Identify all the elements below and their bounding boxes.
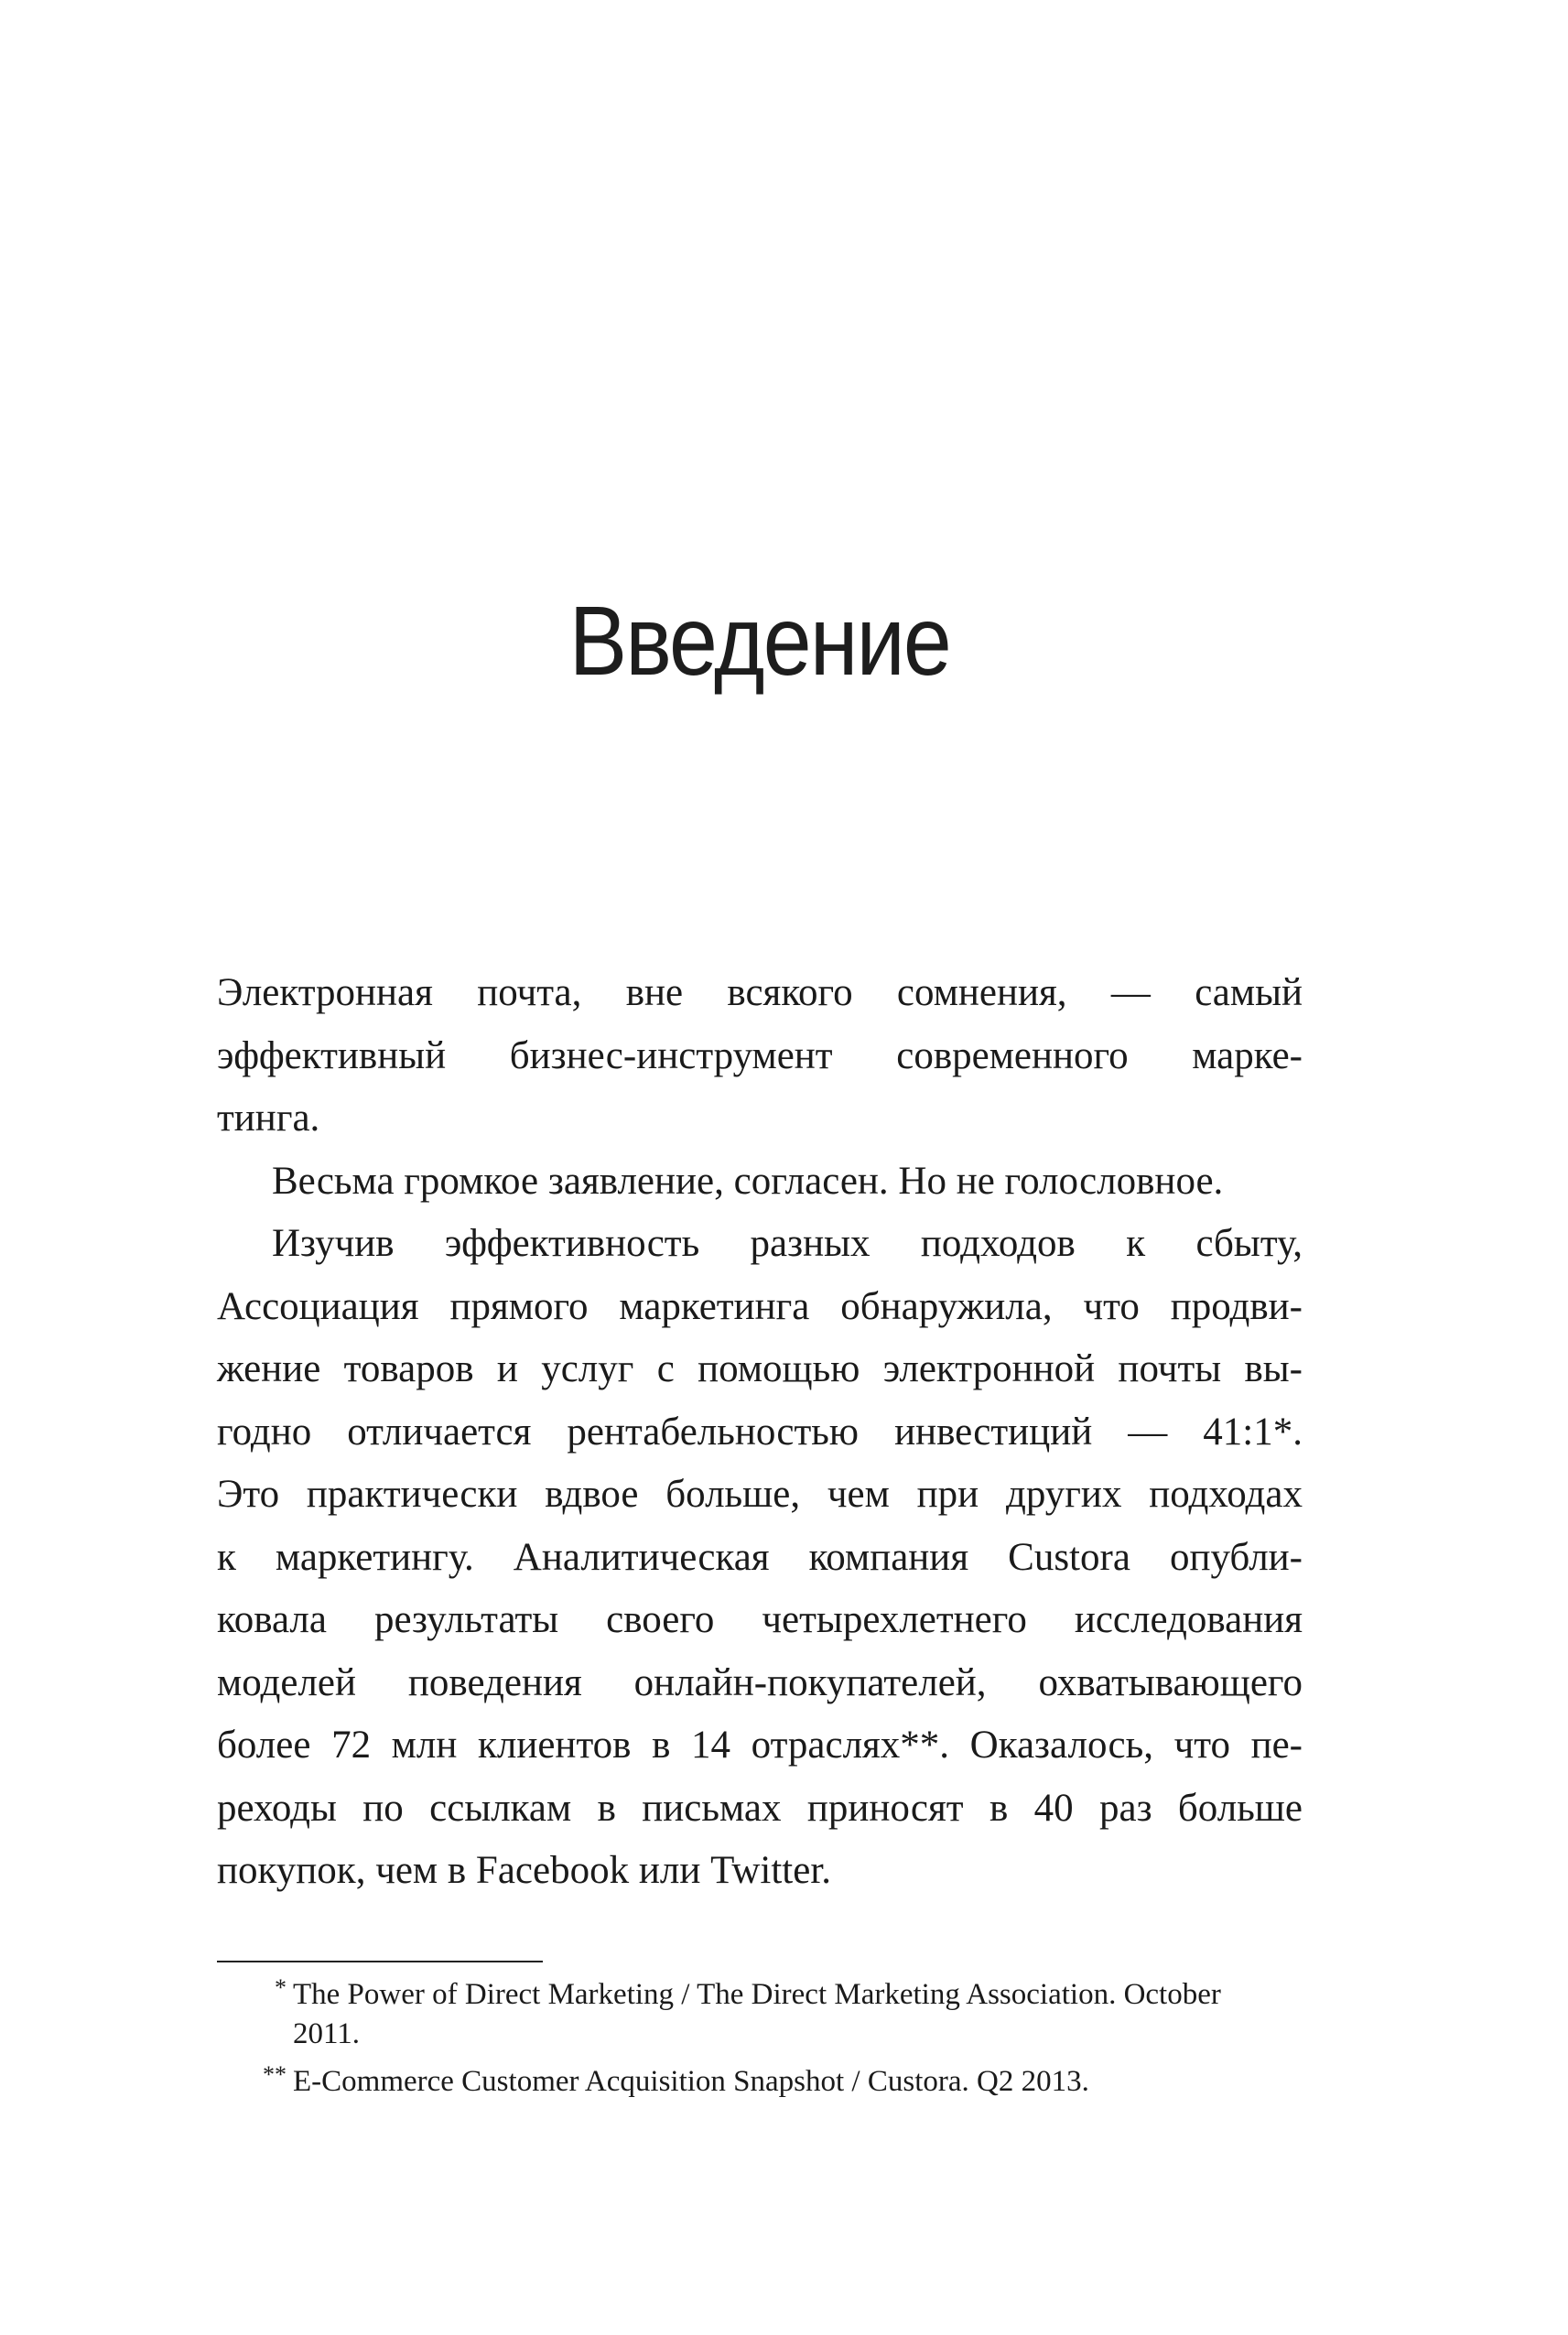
text-line: эффективный бизнес-инструмент современного марке-	[217, 1033, 1303, 1077]
text-line: Электронная почта, вне всякого сомнения, — самый	[217, 971, 1303, 1014]
footnote-marker: *	[275, 1974, 287, 2001]
text-line: Весьма громкое заявление, согласен. Но не голословное.	[272, 1159, 1224, 1203]
text-line: ковала результаты своего четырехлетнего исследования	[217, 1598, 1303, 1641]
text-line: более 72 млн клиентов в 14 отраслях**. Оказалось, что пе-	[217, 1724, 1303, 1767]
footnote-1	[217, 1975, 1303, 2054]
chapter-title: Введение	[568, 585, 950, 696]
footnote-text: E-Commerce Customer Acquisition Snapshot / Custora. Q2 2013.	[293, 2065, 1089, 2098]
text-line: годно отличается рентабельностью инвестиций — 41:1*.	[217, 1410, 1303, 1454]
text-line: реходы по ссылкам в письмах приносят в 40 раз больше	[217, 1786, 1303, 1830]
text-line: покупок, чем в Facebook или Twitter.	[217, 1849, 832, 1892]
footnote-text: 2011.	[293, 2017, 361, 2050]
text-line: тинга.	[217, 1097, 320, 1140]
text-line: моделей поведения онлайн-покупателей, охватывающего	[217, 1660, 1303, 1704]
text-line: жение товаров и услуг с помощью электронной почты вы-	[217, 1347, 1303, 1390]
text-line: Ассоциация прямого маркетинга обнаружила, что продви-	[217, 1284, 1303, 1328]
body-text	[217, 962, 1303, 1903]
text-line: Это практически вдвое больше, чем при других подходах	[217, 1473, 1303, 1516]
footnote-2	[217, 2062, 1303, 2102]
footnote-marker: **	[263, 2061, 287, 2088]
text-line: Изучив эффективность разных подходов к сбыту,	[272, 1222, 1303, 1265]
footnote-divider	[217, 1961, 543, 1962]
text-line: к маркетингу. Аналитическая компания Custora опубли-	[217, 1535, 1303, 1579]
footnote-text: The Power of Direct Marketing / The Direct Marketing Association. October	[293, 1978, 1221, 2011]
